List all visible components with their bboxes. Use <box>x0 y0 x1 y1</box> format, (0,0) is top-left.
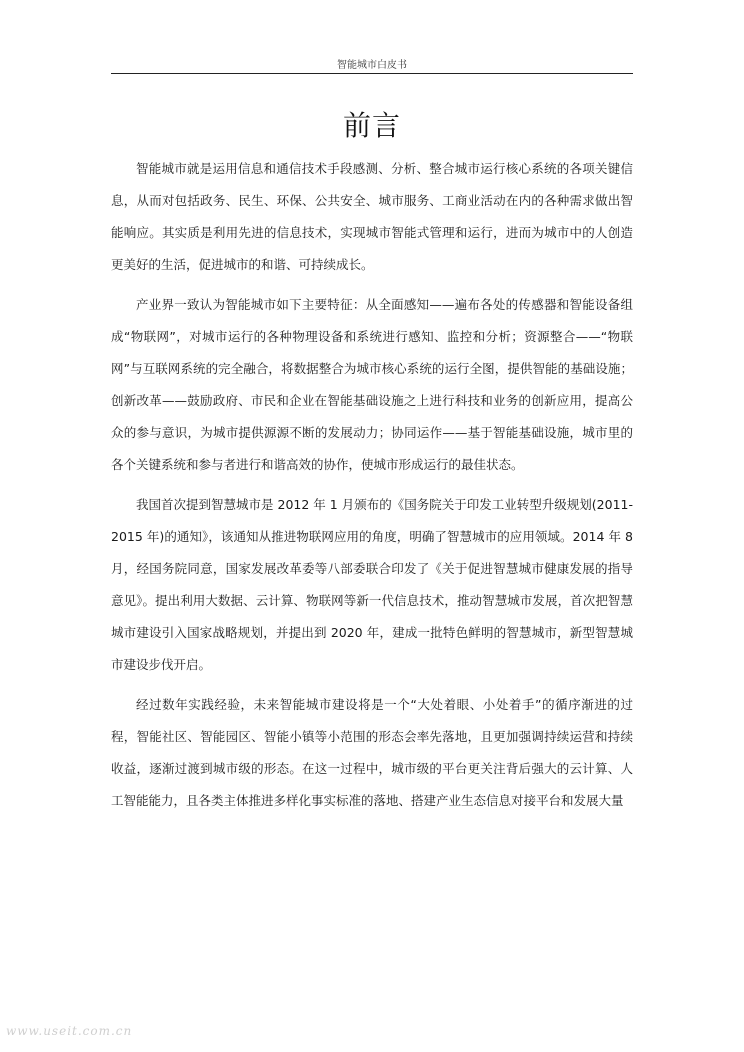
page-title: 前言 <box>342 109 401 142</box>
paragraph-1: 智能城市就是运用信息和通信技术手段感测、分析、整合城市运行核心系统的各项关键信息，从而对包括政务、民生、环保、公共安全、城市服务、工商业活动在内的各种需求做出智能响应。其实质是利用先进的信息技术，实现城市智能式管理和运行，进而为城市中的人创造更美好的生活，促进城市的和谐、可持续成长。 <box>111 161 633 272</box>
header-divider <box>111 73 633 74</box>
document-body <box>111 153 633 825</box>
paragraph-4: 经过数年实践经验，未来智能城市建设将是一个“大处着眼、小处着手”的循序渐进的过程，智能社区、智能园区、智能小镇等小范围的形态会率先落地，且更加强调持续运营和持续收益，逐渐过渡到城市级的形态。在这一过程中，城市级的平台更关注背后强大的云计算、人工智能能力，且各类主体推进多样化事实标准的落地、搭建产业生态信息对接平台和发展大量 <box>111 697 633 808</box>
running-header: 智能城市白皮书 <box>337 60 407 71</box>
paragraph-3: 我国首次提到智慧城市是 2012 年 1 月颁布的《国务院关于印发工业转型升级规划(2011-2015 年)的通知》，该通知从推进物联网应用的角度，明确了智慧城市的应用领域。2014 年 8 月，经国务院同意，国家发展改革委等八部委联合印发了《关于促进智慧城市健康发展的指导意见》。提出利用大数据、云计算、物联网等新一代信息技术，推动智慧城市发展，首次把智慧城市建设引入国家战略规划，并提出到 2020 年，建成一批特色鲜明的智慧城市，新型智慧城市建设步伐开启。 <box>111 497 633 672</box>
paragraph-2: 产业界一致认为智能城市如下主要特征：从全面感知——遍布各处的传感器和智能设备组成“物联网”，对城市运行的各种物理设备和系统进行感知、监控和分析；资源整合——“物联网”与互联网系统的完全融合，将数据整合为城市核心系统的运行全图，提供智能的基础设施；创新改革——鼓励政府、市民和企业在智能基础设施之上进行科技和业务的创新应用，提高公众的参与意识，为城市提供源源不断的发展动力；协同运作——基于智能基础设施，城市里的各个关键系统和参与者进行和谐高效的协作，使城市形成运行的最佳状态。 <box>111 297 633 472</box>
watermark: www.useit.com.cn <box>6 1024 133 1038</box>
